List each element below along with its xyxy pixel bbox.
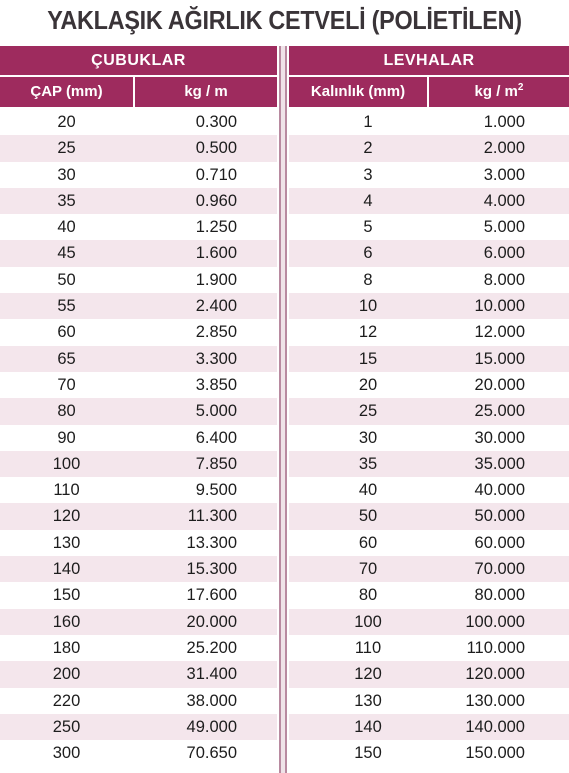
rods-table-row [0,609,277,635]
rods-table-row [0,188,277,214]
sheets-cell-weight: 5.000 [483,218,525,237]
rods-cell-weight: 0.300 [195,113,237,131]
sheets-cell-size: 12 [358,323,378,342]
sheets-cell-size: 6 [363,244,373,263]
rods-cell-weight: 6.400 [195,428,237,447]
sheets-cell-weight: 8.000 [483,270,525,289]
sheets-cell-size: 150 [354,744,382,763]
sheets-weight-header [429,77,569,107]
rods-table-row [0,214,277,240]
sheets-cell-size: 130 [354,691,382,710]
rods-cell-weight: 1.250 [195,218,237,237]
sheets-cell-weight: 1.000 [483,113,525,131]
sheets-cell-size: 15 [358,349,378,368]
sheets-cell-weight: 120.000 [465,665,525,684]
rods-table-row [0,398,277,424]
sheets-table-row [289,503,569,529]
sheets-table-row [289,109,569,135]
sheets-cell-weight: 20.000 [474,375,525,394]
rods-table-row [0,556,277,582]
sheets-cell-weight: 80.000 [474,586,525,605]
rods-cell-size: 200 [52,665,81,684]
sheets-cell-size: 30 [358,428,378,447]
sheets-cell-size: 4 [363,191,373,210]
sheets-table-row [289,609,569,635]
rods-cell-size: 220 [52,691,81,710]
rods-cell-weight: 70.650 [186,744,237,763]
rods-cell-size: 120 [52,507,81,526]
sheets-table-row [289,740,569,766]
sheets-cell-size: 140 [354,717,382,736]
sheets-cell-weight: 70.000 [474,560,525,579]
rods-cell-size: 55 [57,297,76,316]
sheets-table-row [289,661,569,687]
sheets-cell-weight: 15.000 [474,349,525,368]
sheets-table-row [289,451,569,477]
sheets-thickness-header: Kalınlık (mm) [289,77,427,107]
sheets-cell-weight: 150.000 [465,744,525,763]
rods-cell-size: 140 [52,560,81,579]
sheets-table-row [289,346,569,372]
sheets-weight-unit: kg / m [474,83,518,100]
sheets-cell-size: 80 [358,586,378,605]
rods-cell-weight: 20.000 [186,612,237,631]
page-title: YAKLAŞIK AĞIRLIK CETVELİ (POLİETİLEN) [47,5,522,35]
rods-cell-size: 80 [57,402,76,421]
rods-table-row [0,135,277,161]
rods-cell-weight: 13.300 [186,533,237,552]
rods-cell-size: 50 [57,270,76,289]
rods-cell-weight: 0.960 [195,191,237,210]
sheets-cell-size: 3 [363,165,373,184]
rods-cell-weight: 3.850 [195,375,237,394]
sheets-cell-weight: 30.000 [474,428,525,447]
sheets-cell-size: 8 [363,270,373,289]
rods-cell-size: 110 [53,481,80,500]
rods-cell-weight: 15.300 [186,560,237,579]
sheets-table-row [289,582,569,608]
rods-cell-size: 60 [57,323,76,342]
rods-cell-weight: 7.850 [195,454,237,473]
sheets-table-row [289,714,569,740]
sheets-cell-weight: 2.000 [483,139,525,158]
sheets-heading: LEVHALAR [289,46,569,75]
rods-cell-weight: 5.000 [195,402,237,421]
sheets-table-row [289,240,569,266]
rods-cell-size: 70 [57,375,76,394]
rods-cell-weight: 2.400 [195,297,237,316]
rods-cell-weight: 25.200 [186,638,237,657]
rods-cell-size: 180 [52,638,81,657]
rods-table-row [0,109,277,135]
sheets-table-row [289,398,569,424]
sheets-table-row [289,188,569,214]
sheets-cell-weight: 35.000 [474,454,525,473]
rods-cell-size: 250 [52,717,81,736]
sheets-cell-weight: 140.000 [465,717,525,736]
rods-cell-size: 90 [57,428,76,447]
sheets-weight-unit-exponent: 2 [517,82,524,93]
rods-cell-weight: 49.000 [186,717,237,736]
sheets-table-row [289,267,569,293]
sheets-cell-weight: 6.000 [483,244,525,263]
rods-table-row [0,267,277,293]
rods-cell-weight: 2.850 [195,323,237,342]
sheets-cell-size: 100 [354,612,382,631]
rods-table [0,46,277,766]
rods-cell-size: 100 [52,454,81,473]
rods-cell-weight: 3.300 [195,349,237,368]
rods-cell-size: 160 [52,612,81,631]
rods-table-row [0,425,277,451]
rods-cell-size: 20 [57,113,76,131]
rods-cell-size: 65 [57,349,76,368]
rods-weight-header: kg / m [135,77,277,107]
sheets-column-headers [289,77,569,107]
sheets-table-row [289,477,569,503]
rods-table-row [0,635,277,661]
sheets-cell-weight: 60.000 [474,533,525,552]
sheets-rows [289,109,569,766]
sheets-table-row [289,530,569,556]
sheets-cell-weight: 40.000 [474,481,525,500]
sheets-cell-size: 40 [358,481,378,500]
sheets-cell-weight: 50.000 [474,507,525,526]
rods-table-row [0,688,277,714]
sheets-cell-size: 5 [363,218,373,237]
sheets-cell-weight: 100.000 [465,612,525,631]
sheets-cell-size: 60 [358,533,378,552]
sheets-cell-size: 70 [358,560,378,579]
rods-cell-weight: 38.000 [186,691,237,710]
rods-table-row [0,477,277,503]
rods-table-row [0,372,277,398]
rods-cell-weight: 0.500 [195,139,237,158]
sheets-cell-size: 2 [363,139,373,158]
sheets-cell-weight: 3.000 [483,165,525,184]
rods-cell-size: 130 [52,533,81,552]
rods-cell-size: 150 [52,586,81,605]
rods-table-row [0,661,277,687]
rods-table-row [0,346,277,372]
rods-table-row [0,319,277,345]
rods-cell-size: 40 [57,218,76,237]
rods-column-headers [0,77,277,107]
sheets-cell-weight: 4.000 [483,191,525,210]
sheets-cell-weight: 10.000 [474,297,525,316]
sheets-cell-size: 110 [354,638,382,657]
sheets-cell-size: 10 [358,297,378,316]
rods-heading: ÇUBUKLAR [0,46,277,75]
sheets-table-row [289,135,569,161]
rods-table-row [0,162,277,188]
sheets-cell-size: 20 [358,375,378,394]
sheets-cell-weight: 110.000 [466,638,525,657]
rods-table-row [0,582,277,608]
column-divider [279,46,287,773]
rods-cell-size: 30 [57,165,76,184]
rods-table-row [0,530,277,556]
rods-cell-weight: 1.900 [195,270,237,289]
sheets-table-row [289,425,569,451]
rods-rows [0,109,277,766]
rods-cell-size: 300 [52,744,81,763]
sheets-cell-size: 1 [363,113,373,131]
sheets-cell-size: 35 [358,454,378,473]
rods-table-row [0,451,277,477]
sheets-table [289,46,569,766]
sheets-cell-size: 50 [358,507,378,526]
sheets-table-row [289,635,569,661]
rods-cell-weight: 11.300 [187,507,237,526]
rods-table-row [0,740,277,766]
sheets-table-row [289,688,569,714]
sheets-cell-size: 120 [354,665,382,684]
sheets-cell-weight: 130.000 [465,691,525,710]
sheets-table-row [289,556,569,582]
rods-table-row [0,714,277,740]
rods-table-row [0,240,277,266]
rods-table-row [0,293,277,319]
rods-cell-weight: 31.400 [186,665,237,684]
rods-cell-weight: 17.600 [186,586,237,605]
sheets-cell-weight: 25.000 [474,402,525,421]
sheets-cell-weight: 12.000 [474,323,525,342]
rods-cell-size: 25 [57,139,76,158]
sheets-table-row [289,214,569,240]
sheets-cell-size: 25 [358,402,378,421]
sheets-table-row [289,319,569,345]
sheets-table-row [289,293,569,319]
rods-cell-weight: 0.710 [195,165,237,184]
rods-cell-size: 45 [57,244,76,263]
rods-diameter-header: ÇAP (mm) [0,77,133,107]
rods-cell-size: 35 [57,191,76,210]
sheets-table-row [289,162,569,188]
sheets-table-row [289,372,569,398]
rods-cell-weight: 1.600 [195,244,237,263]
rods-table-row [0,503,277,529]
rods-cell-weight: 9.500 [195,481,237,500]
